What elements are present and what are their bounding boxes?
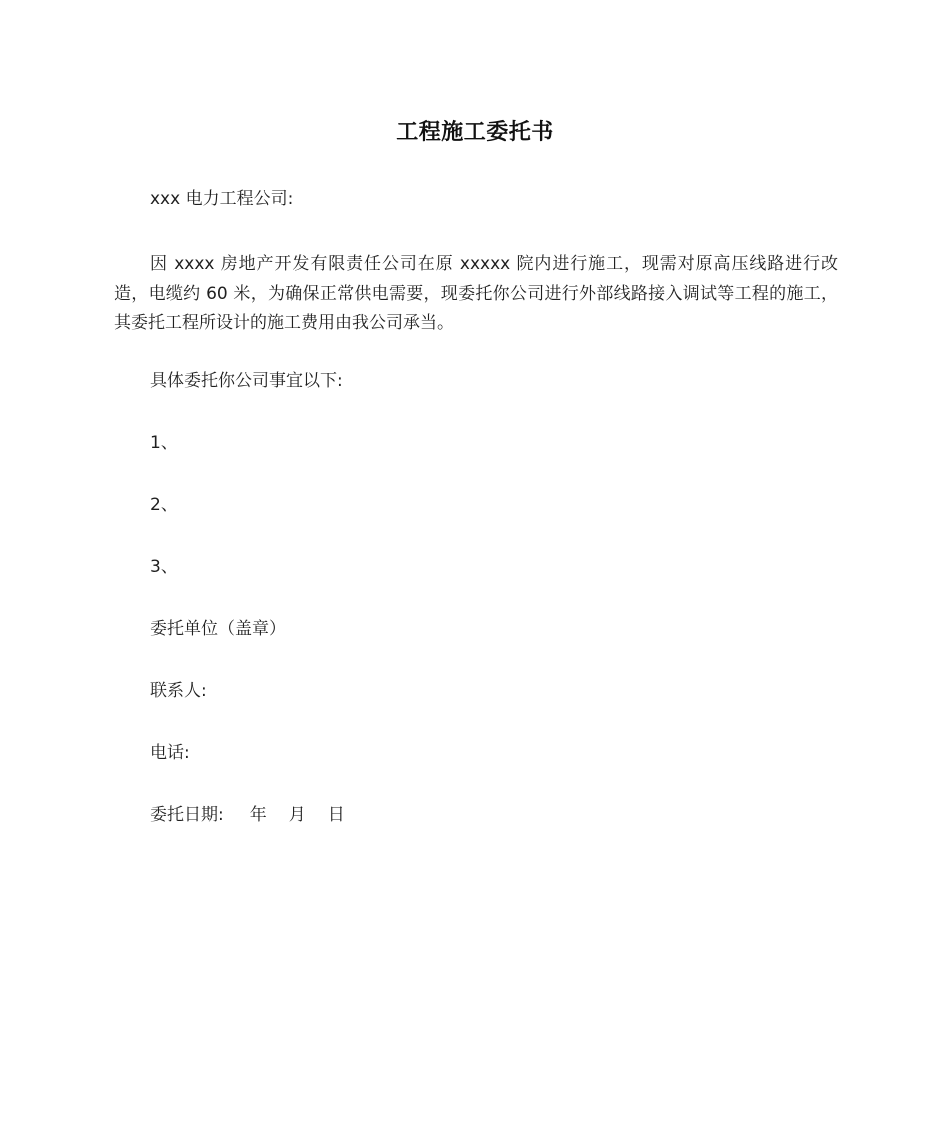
salutation: xxx 电力工程公司: [150,189,294,209]
contact-label: 联系人: [150,681,207,701]
document-title: 工程施工委托书 [396,120,554,145]
date-year: 年 [249,805,267,825]
items-intro: 具体委托你公司事宜以下: [150,371,343,391]
list-item: 1、 [150,433,178,453]
date-day: 日 [327,805,345,825]
date-line [150,803,345,827]
list-item: 3、 [150,557,178,577]
date-label: 委托日期: [150,805,224,825]
entrusting-unit-label: 委托单位（盖章） [150,619,286,639]
body-paragraph: 因 xxxx 房地产开发有限责任公司在原 xxxxx 院内进行施工，现需对原高压线路进行改造，电缆约 60 米，为确保正常供电需要，现委托你公司进行外部线路接入调试等工程的施工，其委托工程所设计的施工费用由我公司承当。 [114,254,838,333]
phone-label: 电话: [150,743,190,763]
list-item: 2、 [150,495,178,515]
date-month: 月 [288,805,306,825]
